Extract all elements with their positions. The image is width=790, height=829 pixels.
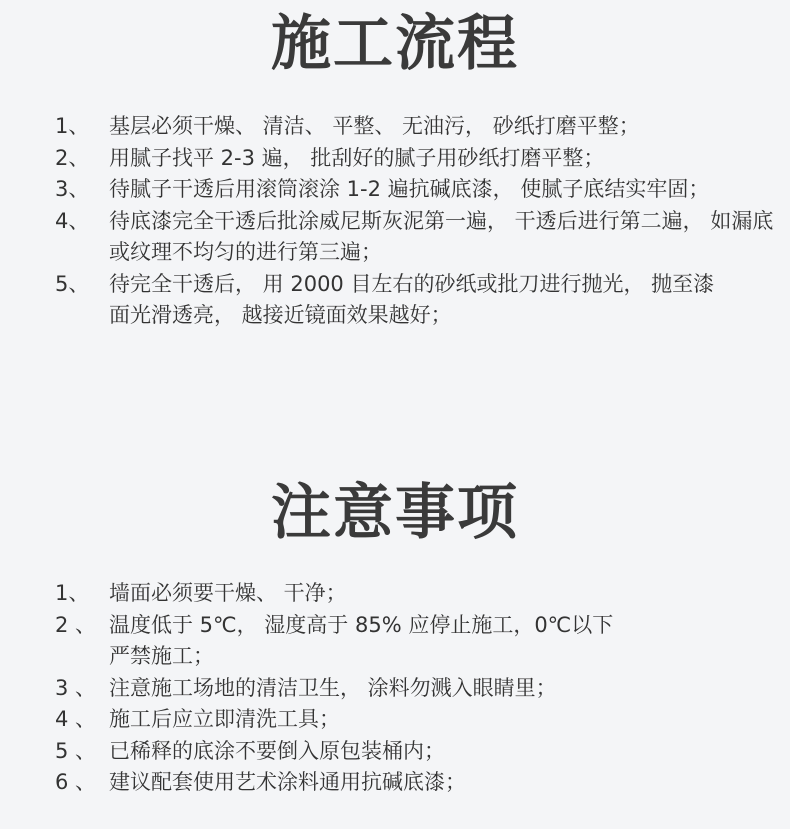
list-item-number: 3 、 [55, 675, 97, 700]
construction-steps-list [55, 111, 785, 332]
list-item [55, 610, 785, 673]
list-item-text: 待底漆完全干透后批涂威尼斯灰泥第一遍， 干透后进行第二遍， 如漏底或纹理不均匀的进行第三遍； [109, 208, 774, 264]
list-item-number: 6 、 [55, 770, 97, 794]
list-item-number: 4 、 [55, 707, 97, 731]
list-item [55, 767, 785, 799]
list-item [55, 736, 785, 768]
list-item [55, 111, 785, 143]
list-item-number: 1、 [55, 114, 90, 138]
list-item-number: 2 、 [55, 612, 97, 637]
list-item [55, 206, 785, 269]
list-item [55, 269, 785, 332]
list-item-text: 墙面必须要干燥、 干净； [109, 581, 347, 605]
list-item [55, 673, 785, 705]
list-item [55, 143, 785, 175]
list-item-text: 建议配套使用艺术涂料通用抗碱底漆； [109, 770, 466, 794]
list-item-text: 温度低于 5℃， 湿度高于 85% 应停止施工，0℃以下严禁施工； [109, 612, 614, 668]
list-item [55, 174, 785, 206]
list-item-text: 待腻子干透后用滚筒滚涂 1-2 遍抗碱底漆， 使腻子底结实牢固； [109, 177, 710, 201]
section-title-precautions: 注意事项 [271, 478, 519, 548]
list-item-number: 4、 [55, 208, 90, 233]
list-item-text: 施工后应立即清洗工具； [109, 707, 340, 731]
list-item-number: 3、 [55, 177, 90, 201]
list-item-number: 5 、 [55, 738, 97, 763]
list-item-number: 5、 [55, 271, 90, 296]
list-item-text: 基层必须干燥、 清洁、 平整、 无油污， 砂纸打磨平整； [109, 114, 640, 138]
list-item [55, 578, 785, 610]
section-title-construction-process: 施工流程 [271, 9, 519, 79]
list-item-number: 2、 [55, 145, 90, 170]
list-item-number: 1、 [55, 581, 90, 605]
list-item-text: 待完全干透后， 用 2000 目左右的砂纸或批刀进行抛光， 抛至漆面光滑透亮， 越接近镜面效果越好； [109, 271, 715, 327]
list-item [55, 704, 785, 736]
list-item-text: 用腻子找平 2-3 遍， 批刮好的腻子用砂纸打磨平整； [109, 145, 605, 170]
precautions-list [55, 578, 785, 799]
list-item-text: 已稀释的底涂不要倒入原包装桶内； [109, 738, 445, 763]
list-item-text: 注意施工场地的清洁卫生， 涂料勿溅入眼睛里； [109, 675, 557, 700]
